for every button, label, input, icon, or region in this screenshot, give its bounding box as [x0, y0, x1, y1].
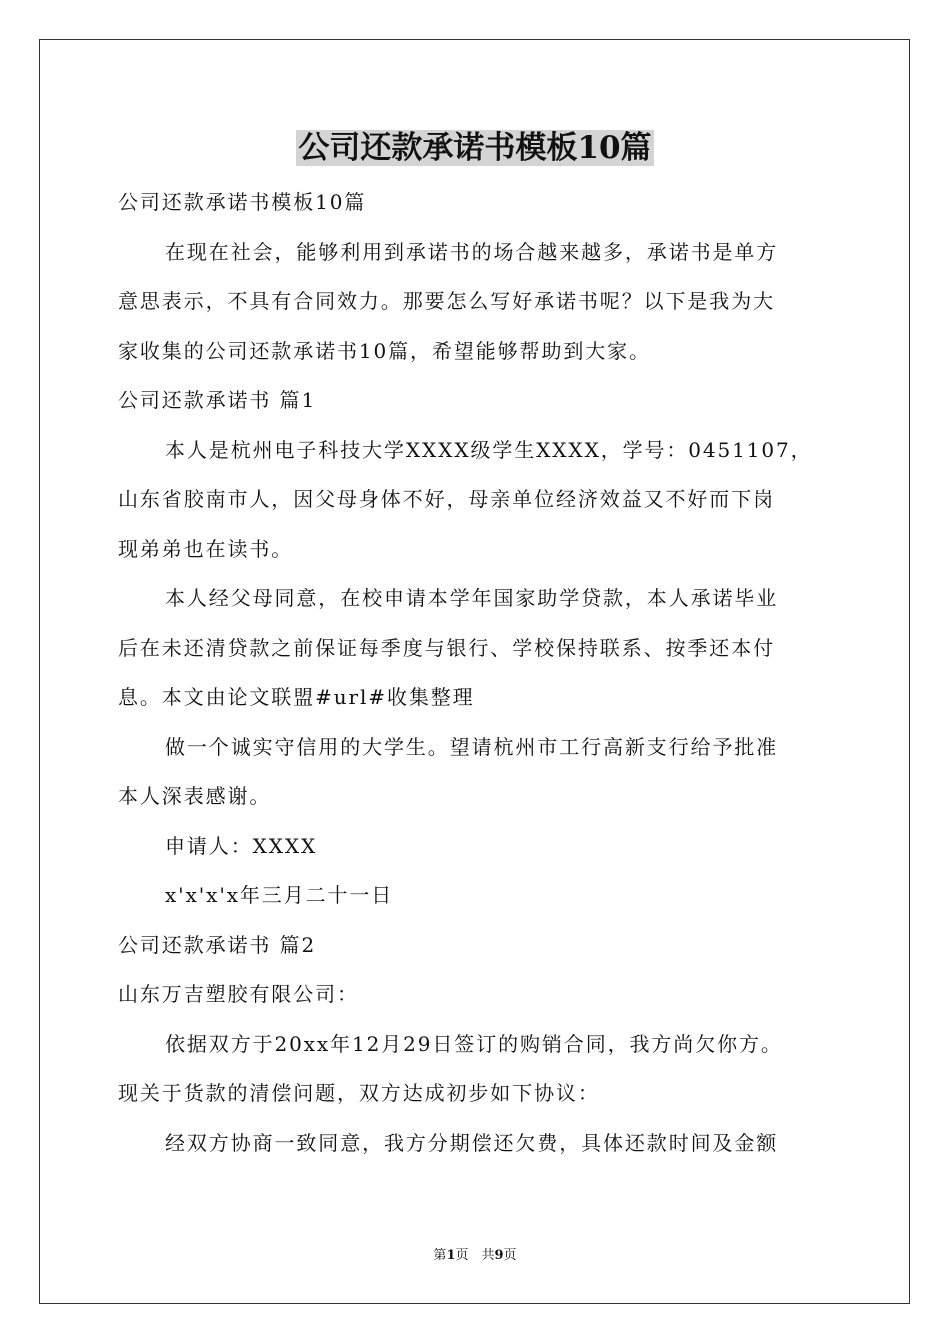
- body-line: 家收集的公司还款承诺书10篇，希望能够帮助到大家。: [118, 338, 651, 363]
- body-line: 做一个诚实守信用的大学生。望请杭州市工行高新支行给予批准: [165, 734, 779, 759]
- page-current: 1: [446, 1248, 456, 1263]
- body-line: 在现在社会，能够利用到承诺书的场合越来越多，承诺书是单方: [165, 239, 779, 264]
- page-prefix: 第: [433, 1248, 447, 1263]
- body-line: 本人经父母同意，在校申请本学年国家助学贷款，本人承诺毕业: [165, 586, 779, 610]
- body-line: 公司还款承诺书模板10篇: [118, 190, 367, 214]
- document-body: [118, 178, 838, 1168]
- body-line: 本人深表感谢。: [118, 784, 272, 808]
- body-line: 山东省胶南市人，因父母身体不好，母亲单位经济效益又不好而下岗: [118, 487, 775, 511]
- body-line: 现关于货款的清偿问题，双方达成初步如下协议：: [118, 1081, 600, 1105]
- body-line: 后在未还清贷款之前保证每季度与银行、学校保持联系、按季还本付: [118, 635, 775, 660]
- body-line: 息。本文由论文联盟#url#收集整理: [118, 685, 475, 709]
- page-footer: [0, 1247, 950, 1265]
- page-suffix: 页: [503, 1248, 517, 1263]
- body-line: 山东万吉塑胶有限公司：: [118, 982, 359, 1006]
- section-heading: 公司还款承诺书 篇2: [118, 932, 317, 957]
- signature-line: 申请人：XXXX: [165, 833, 318, 858]
- page-mid: 页 共: [455, 1248, 495, 1263]
- document-title: [0, 126, 950, 170]
- body-line: 依据双方于20xx年12月29日签订的购销合同，我方尚欠你方。: [165, 1031, 783, 1056]
- body-line: 意思表示，不具有合同效力。那要怎么写好承诺书呢？以下是我为大: [118, 289, 775, 313]
- page-total: 9: [494, 1248, 504, 1263]
- section-heading: 公司还款承诺书 篇1: [118, 388, 317, 412]
- body-line: 本人是杭州电子科技大学XXXX级学生XXXX，学号：0451107，: [165, 437, 813, 462]
- body-line: 现弟弟也在读书。: [118, 536, 294, 561]
- body-line: 经双方协商一致同意，我方分期偿还欠费，具体还款时间及金额: [165, 1130, 779, 1155]
- document-title-text: 公司还款承诺书模板10篇: [298, 130, 652, 166]
- date-line: x'x'x'x年三月二十一日: [165, 883, 394, 907]
